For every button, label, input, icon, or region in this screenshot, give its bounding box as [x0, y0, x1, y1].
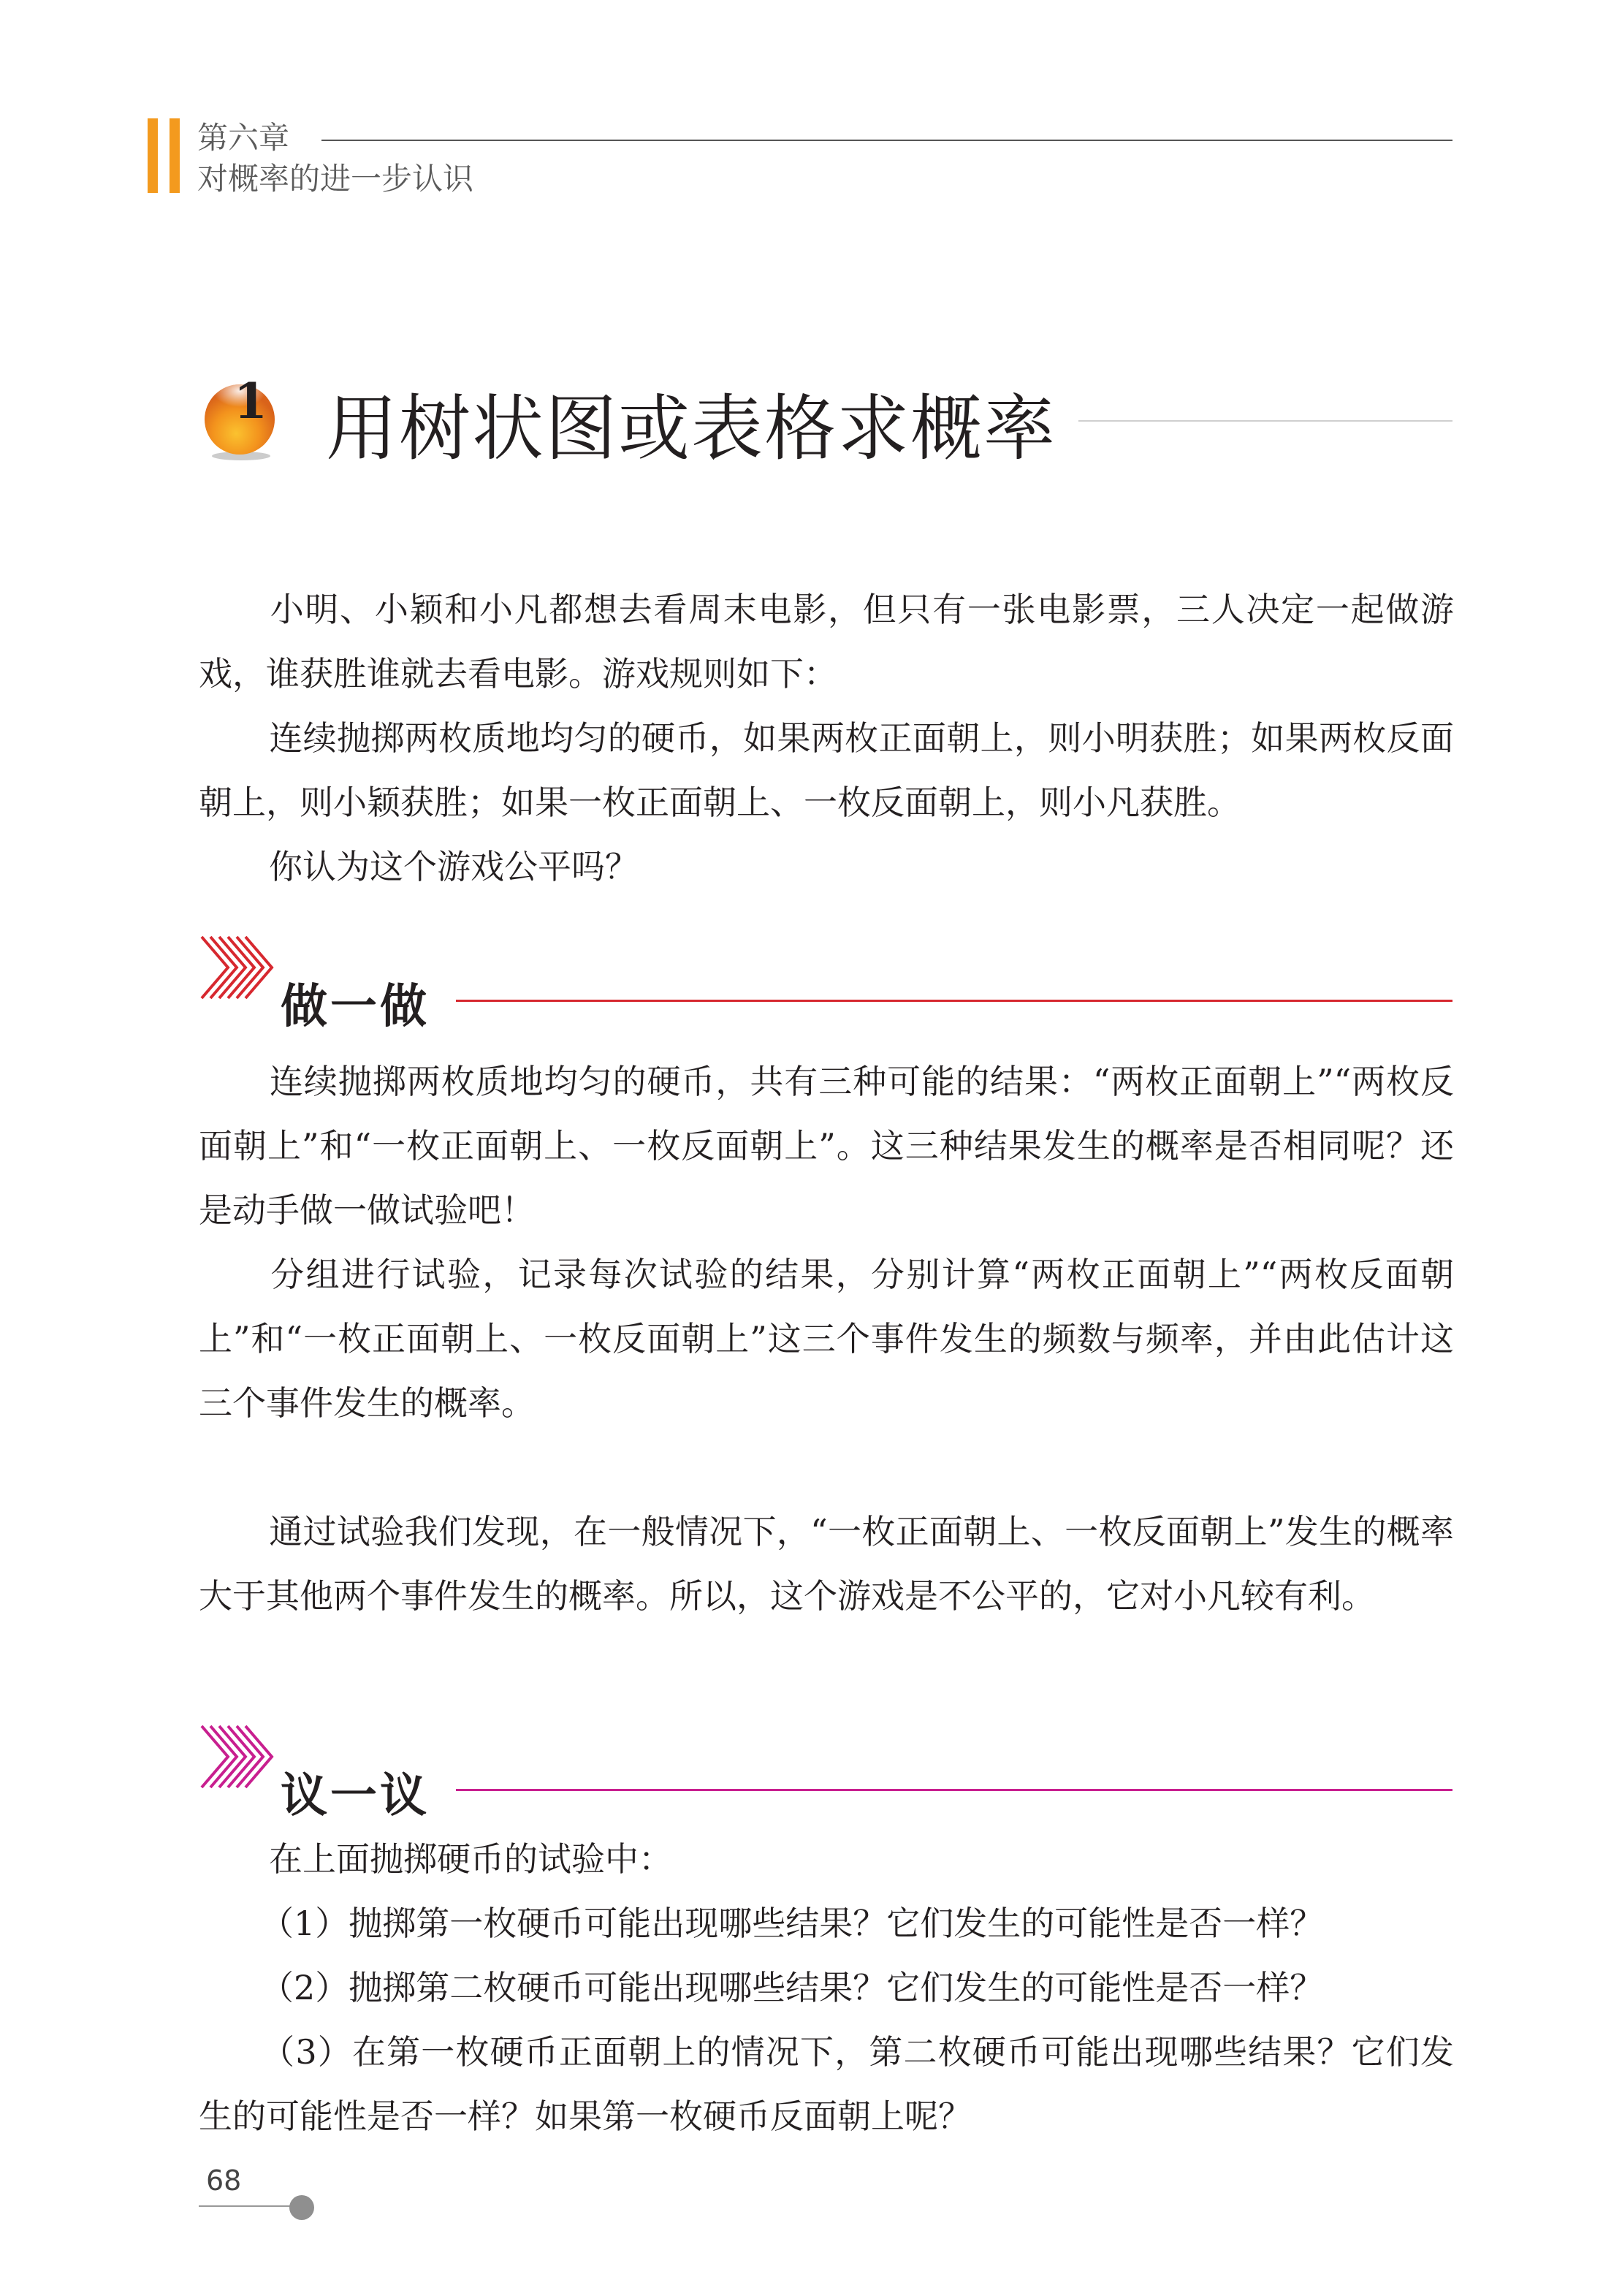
activity-paragraph: 分组进行试验，记录每次试验的结果，分别计算“两枚正面朝上”“两枚反面朝上”和“一枚正面朝上、一枚反面朝上”这三个事件发生的频数与频率，并由此估计这三个事件发生的概率。	[199, 1255, 1454, 1423]
intro-paragraph: 小明、小颖和小凡都想去看周末电影，但只有一张电影票，三人决定一起做游戏，谁获胜谁就去看电影。游戏规则如下：	[199, 590, 1454, 693]
activity-title-do: 做一做	[281, 980, 430, 1034]
section-number-badge	[199, 380, 281, 462]
header-rule	[321, 140, 1452, 141]
page-number: 68	[206, 2164, 242, 2197]
chevron-arrows-icon	[199, 1723, 278, 1790]
section-number: 1	[234, 380, 267, 430]
intro-paragraph: 连续抛掷两枚质地均匀的硬币，如果两枚正面朝上，则小明获胜；如果两枚反面朝上，则小颖获胜；如果一枚正面朝上、一枚反面朝上，则小凡获胜。	[199, 718, 1454, 822]
discussion-question: （2）抛掷第二枚硬币可能出现哪些结果？它们发生的可能性是否一样？	[260, 1968, 1324, 2007]
chapter-subtitle: 对概率的进一步认识	[197, 161, 474, 197]
chevron-arrows-icon	[199, 934, 278, 1001]
discussion-lead: 在上面抛掷硬币的试验中：	[269, 1839, 672, 1879]
conclusion-paragraph: 通过试验我们发现，在一般情况下，“一枚正面朝上、一枚反面朝上”发生的概率大于其他两个事件发生的概率。所以，这个游戏是不公平的，它对小凡较有利。	[199, 1512, 1454, 1616]
footer-dot	[289, 2195, 314, 2220]
header-accent-bar	[148, 118, 158, 193]
section-title-rule	[1078, 420, 1452, 422]
header-accent-bar	[170, 118, 180, 193]
section-title: 用树状图或表格求概率	[326, 387, 1057, 471]
activity-title-discuss: 议一议	[281, 1769, 430, 1823]
footer-rule	[199, 2205, 295, 2207]
activity-paragraph: 连续抛掷两枚质地均匀的硬币，共有三种可能的结果：“两枚正面朝上”“两枚反面朝上”和“一枚正面朝上、一枚反面朝上”。这三种结果发生的概率是否相同呢？还是动手做一做试验吧！	[199, 1062, 1454, 1230]
chapter-label: 第六章	[197, 120, 290, 156]
activity-rule	[456, 1789, 1452, 1791]
intro-question: 你认为这个游戏公平吗？	[269, 847, 639, 886]
discussion-question: （3）在第一枚硬币正面朝上的情况下，第二枚硬币可能出现哪些结果？它们发生的可能性是否一样？如果第一枚硬币反面朝上呢？	[199, 2032, 1454, 2136]
activity-rule	[456, 1000, 1452, 1002]
discussion-question: （1）抛掷第一枚硬币可能出现哪些结果？它们发生的可能性是否一样？	[260, 1904, 1324, 1943]
